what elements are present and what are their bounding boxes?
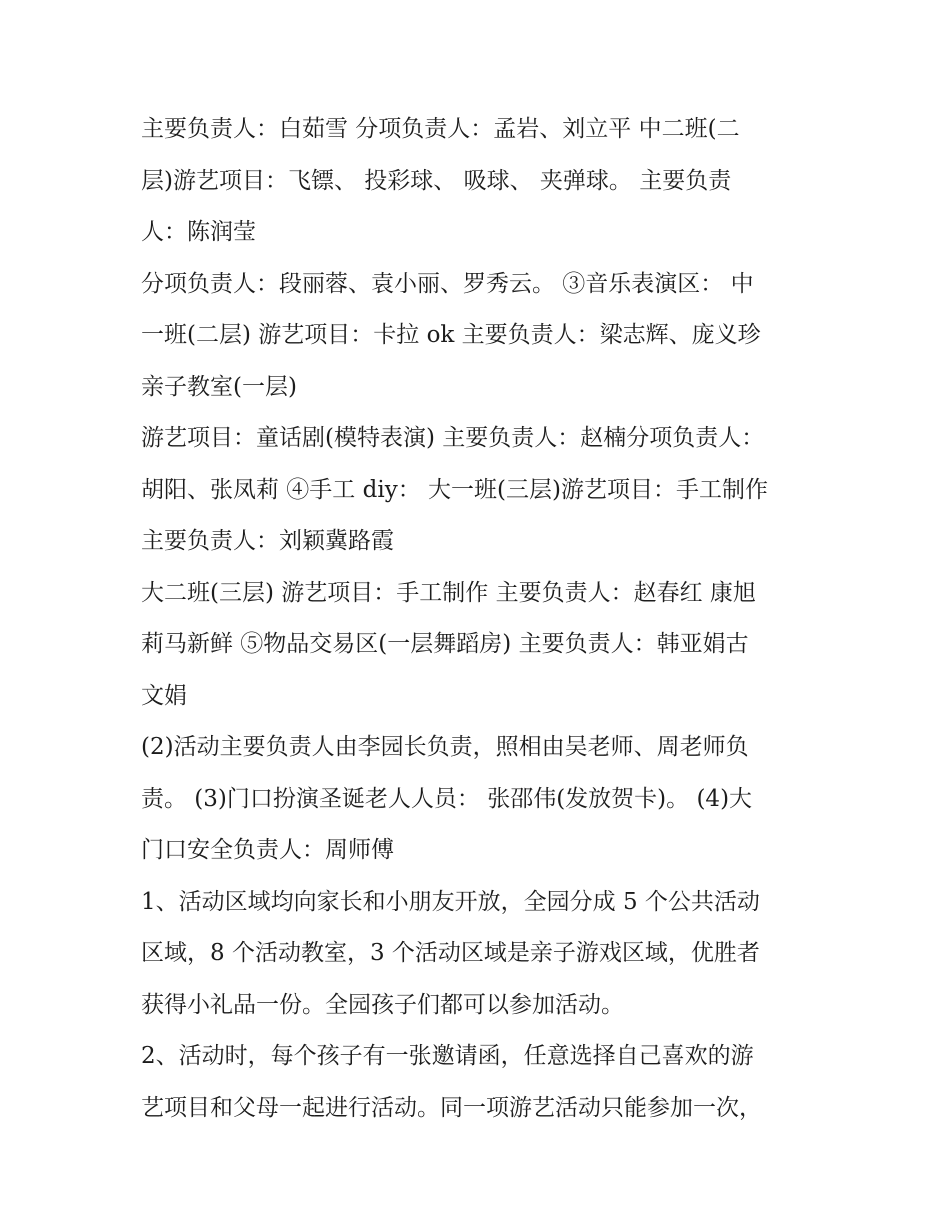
text-line: 莉马新鲜 ⑤物品交易区(一层舞蹈房) 主要负责人：韩亚娟古 bbox=[141, 631, 749, 657]
text-line: 游艺项目：童话剧(模特表演) 主要负责人：赵楠分项负责人： bbox=[141, 425, 765, 451]
text-line: 文娟 bbox=[141, 682, 187, 709]
text-line: (2)活动主要负责人由李园长负责，照相由吴老师、周老师负 bbox=[141, 734, 749, 760]
text-line: 大二班(三层) 游艺项目：手工制作 主要负责人：赵春红 康旭 bbox=[141, 579, 756, 606]
text-line: 门口安全负责人：周师傅 bbox=[141, 837, 394, 863]
text-line: 区域，8 个活动教室，3 个活动区域是亲子游戏区域，优胜者 bbox=[141, 940, 760, 966]
text-line: 胡阳、张凤莉 ④手工 diy： 大一班(三层)游艺项目：手工制作 bbox=[141, 476, 768, 503]
text-line: 分项负责人：段丽蓉、袁小丽、罗秀云。 ③音乐表演区： 中 bbox=[141, 270, 754, 297]
text-line: 主要负责人：刘颖冀路霞 bbox=[141, 528, 394, 554]
text-line: 层)游艺项目：飞镖、 投彩球、 吸球、 夹弹球。 主要负责 bbox=[141, 167, 732, 194]
text-line: 2、活动时，每个孩子有一张邀请函，任意选择自己喜欢的游 bbox=[141, 1043, 754, 1069]
text-line: 主要负责人：白茹雪 分项负责人：孟岩、刘立平 中二班(二 bbox=[141, 116, 740, 142]
text-line: 亲子教室(一层) bbox=[141, 373, 297, 400]
document-body bbox=[141, 104, 821, 1134]
text-line: 责。 (3)门口扮演圣诞老人人员： 张邵伟(发放贺卡)。 (4)大 bbox=[141, 785, 753, 812]
text-line: 艺项目和父母一起进行活动。同一项游艺活动只能参加一次， bbox=[141, 1094, 762, 1121]
text-line: 人：陈润莹 bbox=[141, 219, 256, 245]
text-line: 一班(二层) 游艺项目：卡拉 ok 主要负责人：梁志辉、庞义珍 bbox=[141, 322, 761, 348]
text-line: 获得小礼品一份。全园孩子们都可以参加活动。 bbox=[141, 991, 624, 1018]
text-line: 1、活动区域均向家长和小朋友开放，全园分成 5 个公共活动 bbox=[141, 888, 760, 915]
